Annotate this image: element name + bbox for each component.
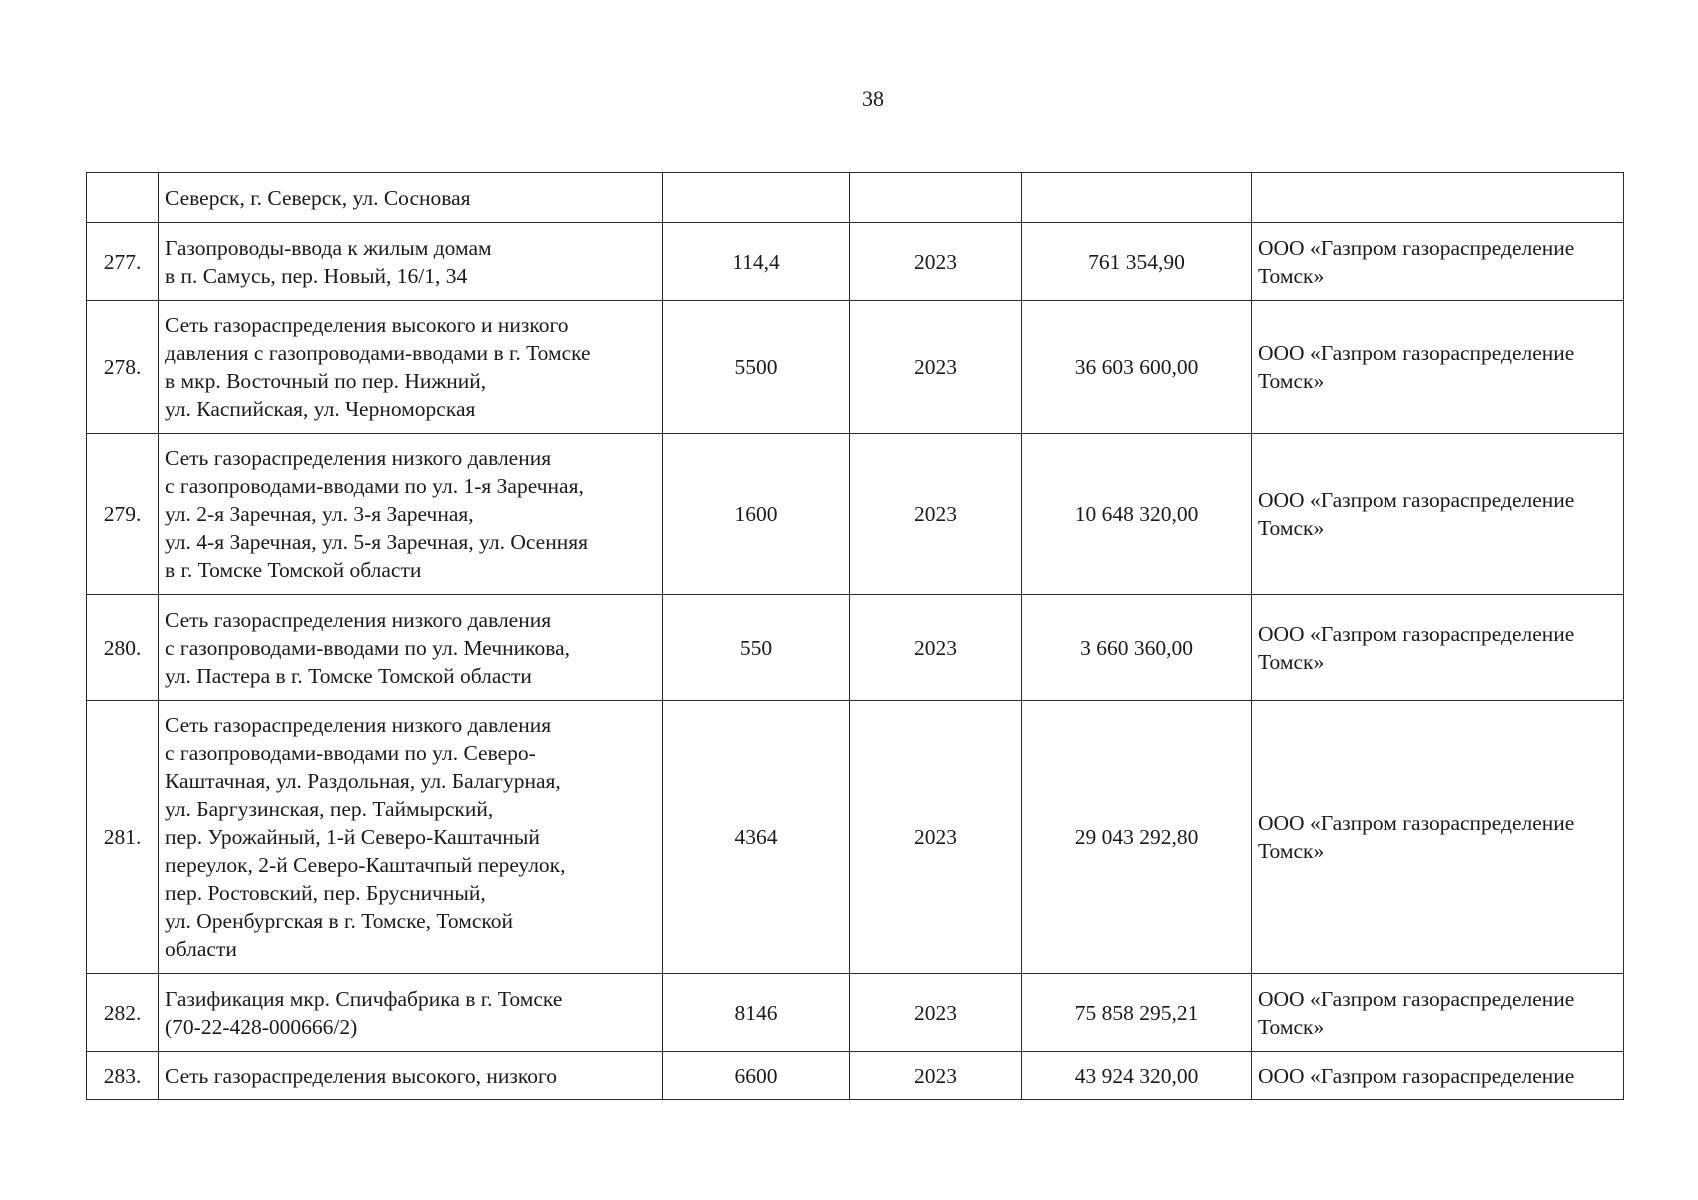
cost-value — [1022, 173, 1252, 223]
row-number: 281. — [87, 701, 159, 974]
year-value: 2023 — [850, 701, 1022, 974]
cost-value: 29 043 292,80 — [1022, 701, 1252, 974]
object-name: Сеть газораспределения низкого давления с газопроводами-вводами по ул. Мечникова, ул. Пастера в г. Томске Томской области — [159, 595, 663, 701]
cost-value: 761 354,90 — [1022, 223, 1252, 301]
table-row — [87, 223, 1624, 301]
table-row — [87, 974, 1624, 1052]
length-value: 6600 — [663, 1052, 850, 1100]
object-name: Сеть газораспределения низкого давления с газопроводами-вводами по ул. 1-я Заречная, ул. 2-я Заречная, ул. 3-я Заречная, ул. 4-я Заречная, ул. 5-я Заречная, ул. Осенняя в г. Томске Томской области — [159, 434, 663, 595]
object-name: Газификация мкр. Спичфабрика в г. Томске (70-22-428-000666/2) — [159, 974, 663, 1052]
row-number: 279. — [87, 434, 159, 595]
row-number: 280. — [87, 595, 159, 701]
length-value: 5500 — [663, 301, 850, 434]
organization-name: ООО «Газпром газораспределение — [1252, 1052, 1624, 1100]
year-value — [850, 173, 1022, 223]
object-name: Газопроводы-ввода к жилым домам в п. Самусь, пер. Новый, 16/1, 34 — [159, 223, 663, 301]
row-number: 277. — [87, 223, 159, 301]
length-value: 114,4 — [663, 223, 850, 301]
row-number: 283. — [87, 1052, 159, 1100]
length-value: 1600 — [663, 434, 850, 595]
object-name: Северск, г. Северск, ул. Сосновая — [159, 173, 663, 223]
cost-value: 75 858 295,21 — [1022, 974, 1252, 1052]
row-number: 278. — [87, 301, 159, 434]
year-value: 2023 — [850, 595, 1022, 701]
cost-value: 36 603 600,00 — [1022, 301, 1252, 434]
cost-value: 3 660 360,00 — [1022, 595, 1252, 701]
table-row — [87, 173, 1624, 223]
length-value: 550 — [663, 595, 850, 701]
table-row — [87, 301, 1624, 434]
organization-name: ООО «Газпром газораспределение Томск» — [1252, 223, 1624, 301]
table-row — [87, 434, 1624, 595]
table-row — [87, 595, 1624, 701]
page-number: 38 — [862, 86, 884, 111]
year-value: 2023 — [850, 974, 1022, 1052]
object-name: Сеть газораспределения низкого давления с газопроводами-вводами по ул. Северо- Каштачная, ул. Раздольная, ул. Балагурная, ул. Баргузинская, пер. Таймырский, пер. Урожайный, 1-й Северо-Каштачный переулок, 2-й Северо-Каштачпый переулок, пер. Ростовский, пер. Брусничный, ул. Оренбургская в г. Томске, Томской области — [159, 701, 663, 974]
row-number: 282. — [87, 974, 159, 1052]
table-row — [87, 1052, 1624, 1100]
length-value: 4364 — [663, 701, 850, 974]
object-name: Сеть газораспределения высокого, низкого — [159, 1052, 663, 1100]
year-value: 2023 — [850, 223, 1022, 301]
length-value — [663, 173, 850, 223]
organization-name: ООО «Газпром газораспределение Томск» — [1252, 701, 1624, 974]
year-value: 2023 — [850, 301, 1022, 434]
length-value: 8146 — [663, 974, 850, 1052]
organization-name: ООО «Газпром газораспределение Томск» — [1252, 974, 1624, 1052]
cost-value: 43 924 320,00 — [1022, 1052, 1252, 1100]
object-name: Сеть газораспределения высокого и низкого давления с газопроводами-вводами в г. Томске в мкр. Восточный по пер. Нижний, ул. Каспийская, ул. Черноморская — [159, 301, 663, 434]
year-value: 2023 — [850, 434, 1022, 595]
organization-name: ООО «Газпром газораспределение Томск» — [1252, 595, 1624, 701]
organization-name — [1252, 173, 1624, 223]
table-row — [87, 701, 1624, 974]
organization-name: ООО «Газпром газораспределение Томск» — [1252, 434, 1624, 595]
year-value: 2023 — [850, 1052, 1022, 1100]
organization-name: ООО «Газпром газораспределение Томск» — [1252, 301, 1624, 434]
gas-network-table — [86, 172, 1624, 1100]
row-number — [87, 173, 159, 223]
cost-value: 10 648 320,00 — [1022, 434, 1252, 595]
